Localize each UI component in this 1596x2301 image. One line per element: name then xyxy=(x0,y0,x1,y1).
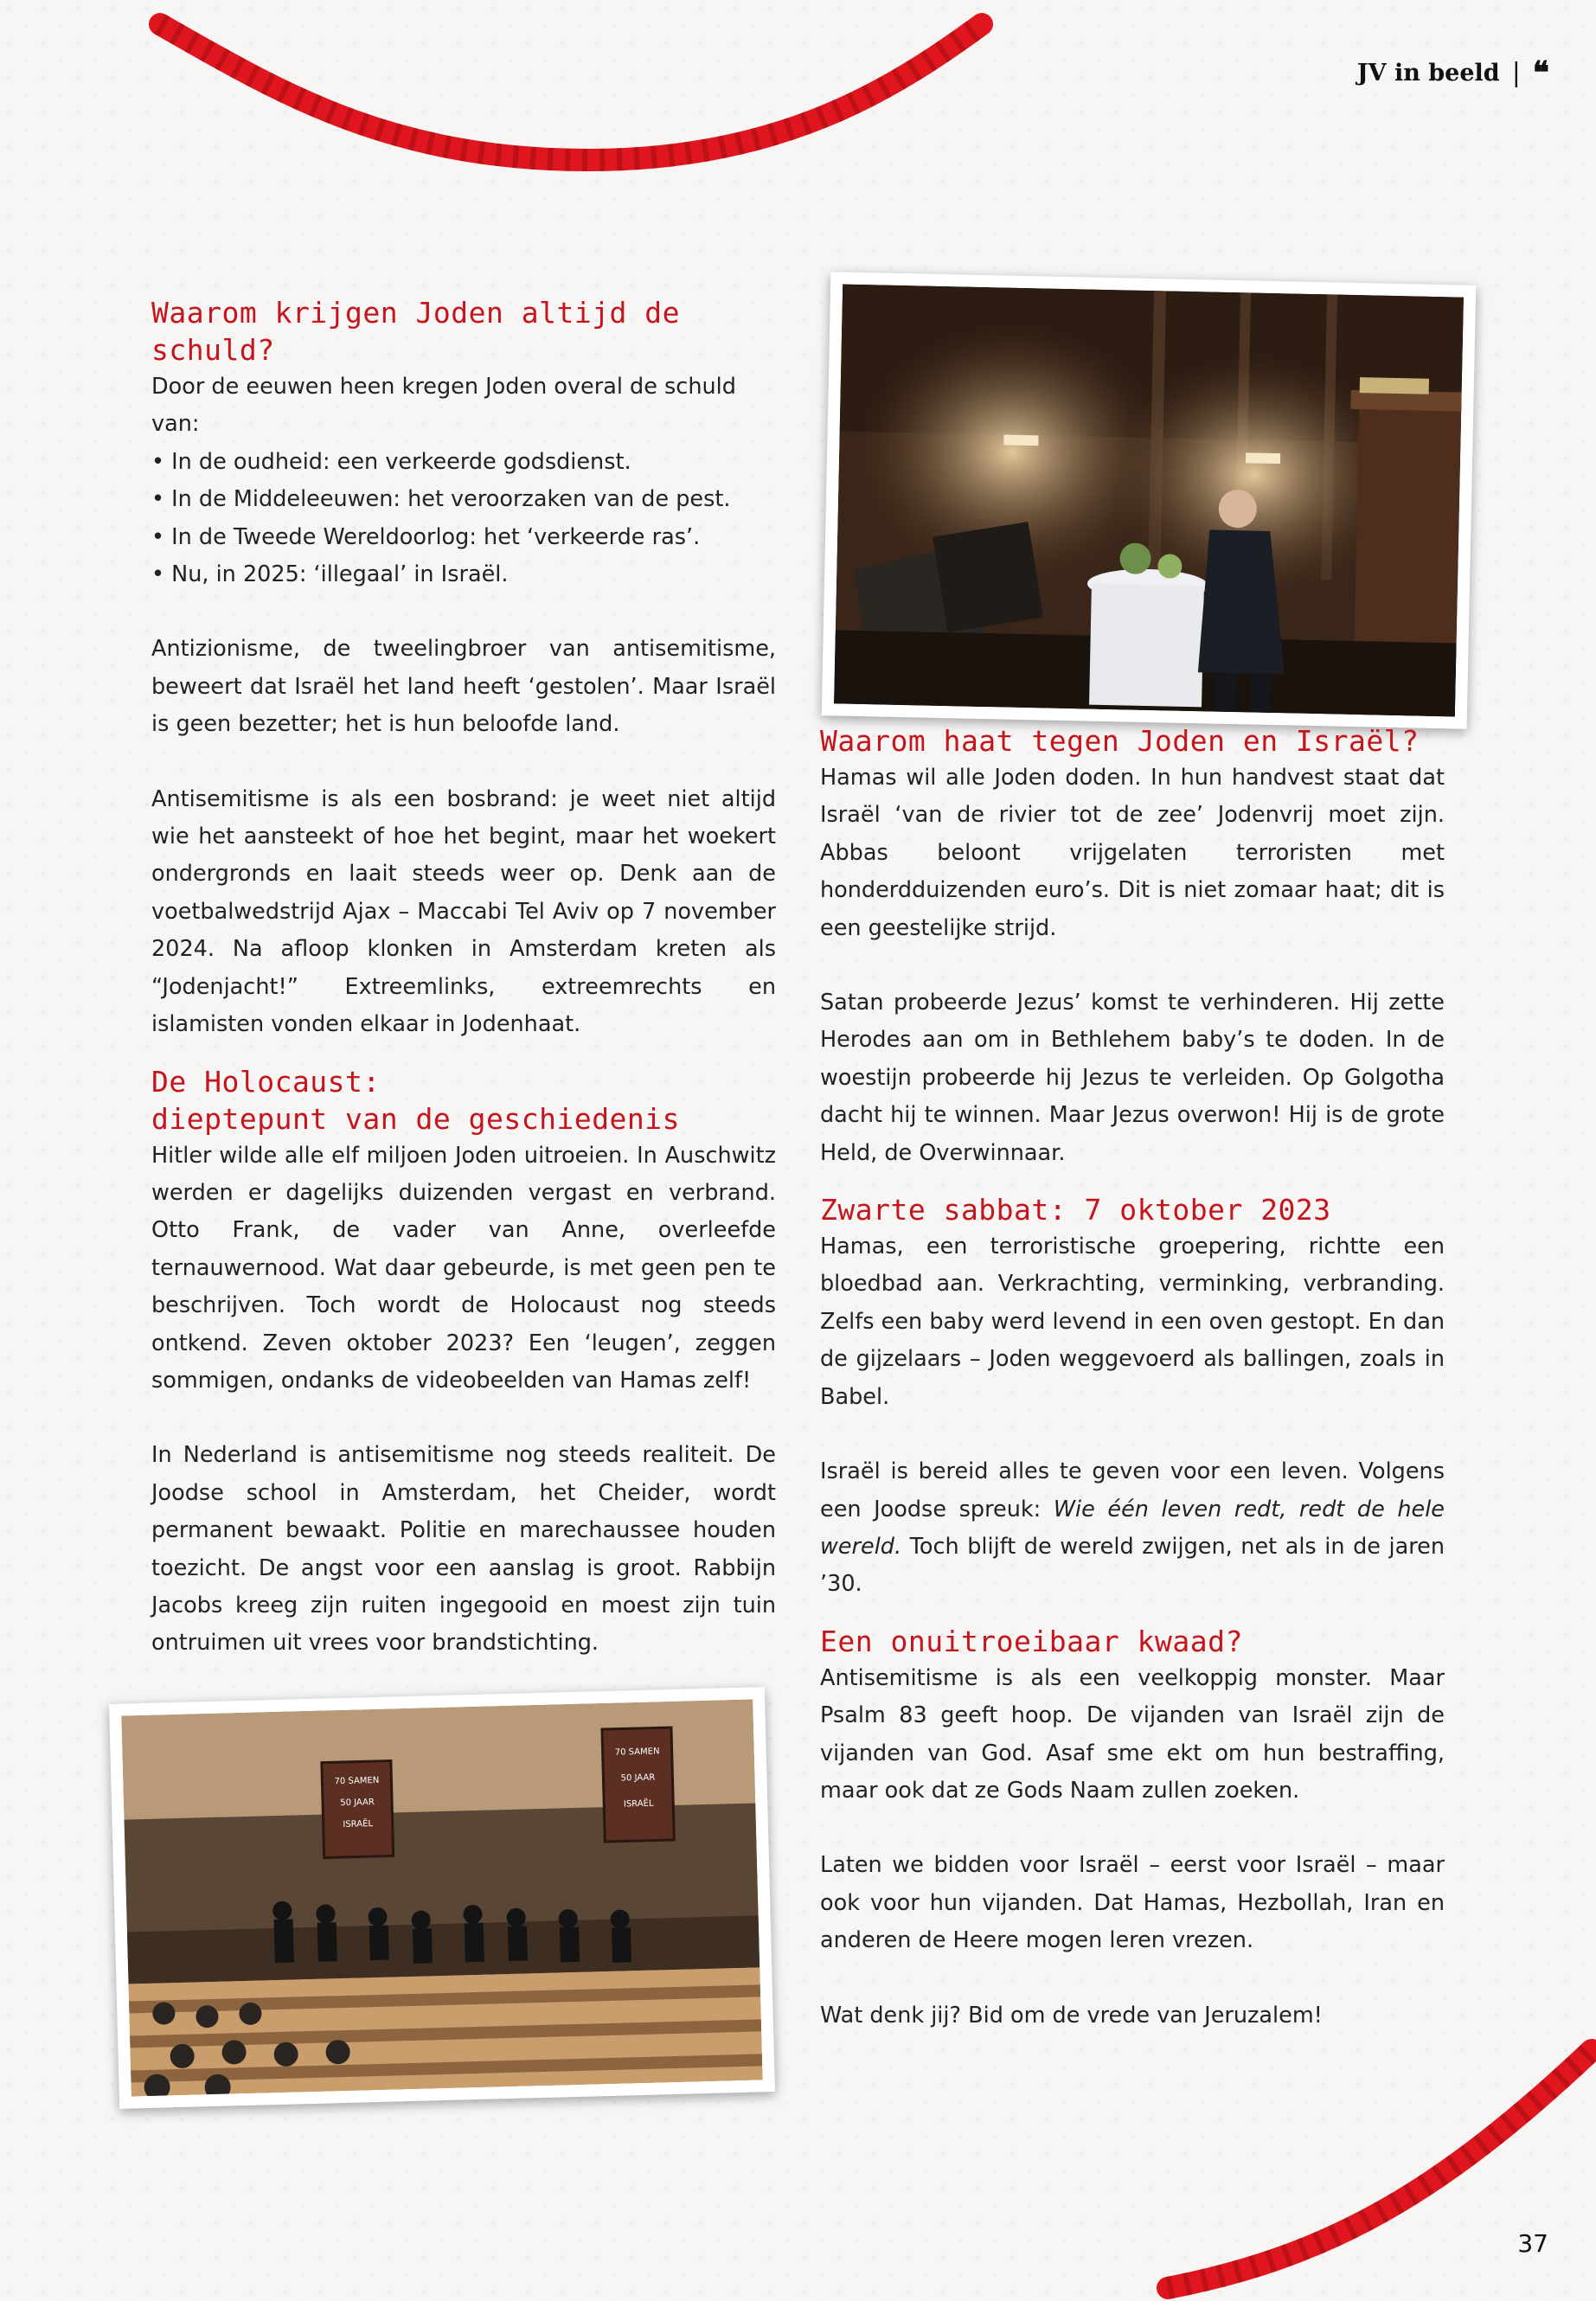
photo-orchestra xyxy=(109,1687,775,2109)
heading-why-hatred: Waarom haat tegen Joden en Israël? xyxy=(820,724,1420,758)
paragraph-one-life xyxy=(820,1453,1445,1604)
bullet-item: • In de Middeleeuwen: het veroorzaken van de pest. xyxy=(151,486,731,513)
heading-holocaust-line2: dieptepunt van de geschiedenis xyxy=(151,1101,681,1136)
heading-black-sabbath: Zwarte sabbat: 7 oktober 2023 xyxy=(820,1193,1331,1227)
banner2-line-1: 70 SAMEN xyxy=(614,1747,660,1758)
paragraph-wildfire: Antisemitisme is als een bosbrand: je weet niet altijd wie het aansteekt of hoe het begint, maar het woekert ondergronds en laait steeds weer op. Denk aan de voetbalwedstrijd Ajax – Maccabi Tel Aviv op 7 november 2024. Na afloop klonken in Amsterdam kreten als “Jodenjacht!” Extreemlinks, extreemrechts en islamisten vonden elkaar in Jodenhaat. xyxy=(151,785,776,1038)
section-title: JV in beeld xyxy=(1356,59,1500,87)
orchestra-image xyxy=(121,1700,762,2097)
bullet-item: • In de oudheid: een verkeerde godsdienst. xyxy=(151,448,631,475)
heading-why-blame: Waarom krijgen Joden altijd de schuld? xyxy=(151,296,681,367)
right-column xyxy=(820,722,1445,2035)
one-life-start: Israël is bereid alles te geven voor een leven. Volgens een Joodse spreuk: xyxy=(820,1458,1445,1522)
paragraph-antizionism: Antizionisme, de tweelingbroer van antisemitisme, beweert dat Israël het land heeft ‘gestolen’. Maar Israël is geen bezetter; het is hun beloofde land. xyxy=(151,636,776,738)
heading-ineradicable-evil: Een onuitroeibaar kwaad? xyxy=(820,1624,1243,1658)
paragraph-satan: Satan probeerde Jezus’ komst te verhinderen. Hij zette Herodes aan om in Bethlehem baby’s te doden. In de woestijn probeerde hij Jezus te verleiden. Op Golgotha dacht hij te winnen. Maar Jezus overwon! Hij is de grote Held, de Overwinnaar. xyxy=(820,990,1445,1166)
heading-holocaust xyxy=(151,1063,776,1138)
bullet-item: • In de Tweede Wereldoorlog: het ‘verkeerde ras’. xyxy=(151,523,701,550)
heading-holocaust-line1: De Holocaust: xyxy=(151,1064,381,1099)
one-life-end: Toch blijft de wereld zwijgen, net als in de jaren ’30. xyxy=(820,1533,1445,1598)
quote-icon: ❛❛ xyxy=(1532,54,1546,91)
banner2-line-3: ISRAËL xyxy=(623,1798,654,1810)
paragraph-closing: Wat denk jij? Bid om de vrede van Jeruzalem! xyxy=(820,2002,1323,2029)
paragraph-netherlands: In Nederland is antisemitisme nog steeds realiteit. De Joodse school in Amsterdam, het Cheider, wordt permanent bewaakt. Politie en marechaussee houden toezicht. De angst voor een aanslag is groot. Rabbijn Jacobs kreeg zijn ruiten ingegooid en moest zijn tuin ontruimen uit vrees voor brandstichting. xyxy=(151,1442,776,1657)
paragraph-october7: Hamas, een terroristische groepering, richtte een bloedbad aan. Verkrachting, verminking, verbranding. Zelfs een baby werd levend in een oven gestopt. En dan de gijzelaars – Joden weggevoerd als ballingen, zoals in Babel. xyxy=(820,1234,1445,1410)
section-header xyxy=(1356,54,1546,91)
speaker-image xyxy=(834,285,1464,717)
banner2-line-2: 50 JAAR xyxy=(620,1772,656,1784)
paragraph-prayer: Laten we bidden voor Israël – eerst voor Israël – maar ook voor hun vijanden. Dat Hamas, Hezbollah, Iran en anderen de Heere mogen leren vrezen. xyxy=(820,1852,1445,1954)
red-rope-bottom xyxy=(1151,2024,1596,2301)
one-life-quote: Wie één leven redt, redt de hele wereld. xyxy=(820,1496,1445,1560)
banner-line-2: 50 JAAR xyxy=(340,1798,375,1809)
paragraph-hamas: Hamas wil alle Joden doden. In hun handvest staat dat Israël ‘van de rivier tot de zee’ Jodenvrij moet zijn. Abbas beloont vrijgelaten terroristen met honderdduizenden euro’s. Dit is niet zomaar haat; dit is een geestelijke strijd. xyxy=(820,765,1445,941)
paragraph-psalm: Antisemitisme is als een veelkoppig monster. Maar Psalm 83 geeft hoop. De vijanden van Israël zijn de vijanden van God. Asaf sme ekt om hun bestraffing, maar ook dat ze Gods Naam zullen zoeken. xyxy=(820,1664,1445,1804)
banner-line-1: 70 SAMEN xyxy=(334,1775,380,1787)
paragraph-intro: Door de eeuwen heen kregen Joden overal de schuld van: xyxy=(151,374,736,438)
paragraph-holocaust: Hitler wilde alle elf miljoen Joden uitroeien. In Auschwitz werden er dagelijks duizenden vergast en verbrand. Otto Frank, de vader van Anne, overleefde ternauwernood. Wat daar gebeurde, is met geen pen te beschrijven. Toch wordt de Holocaust nog steeds ontkend. Zeven oktober 2023? Een ‘leugen’, zeggen sommigen, ondanks de videobeelden van Hamas zelf! xyxy=(151,1142,776,1394)
page-number: 37 xyxy=(1517,2229,1548,2258)
header-separator: | xyxy=(1511,57,1521,88)
bullet-item: • Nu, in 2025: ‘illegaal’ in Israël. xyxy=(151,561,509,588)
banner-line-3: ISRAËL xyxy=(343,1819,374,1830)
red-rope-top xyxy=(147,9,995,173)
left-column xyxy=(151,294,776,1663)
photo-speaker xyxy=(822,272,1477,729)
